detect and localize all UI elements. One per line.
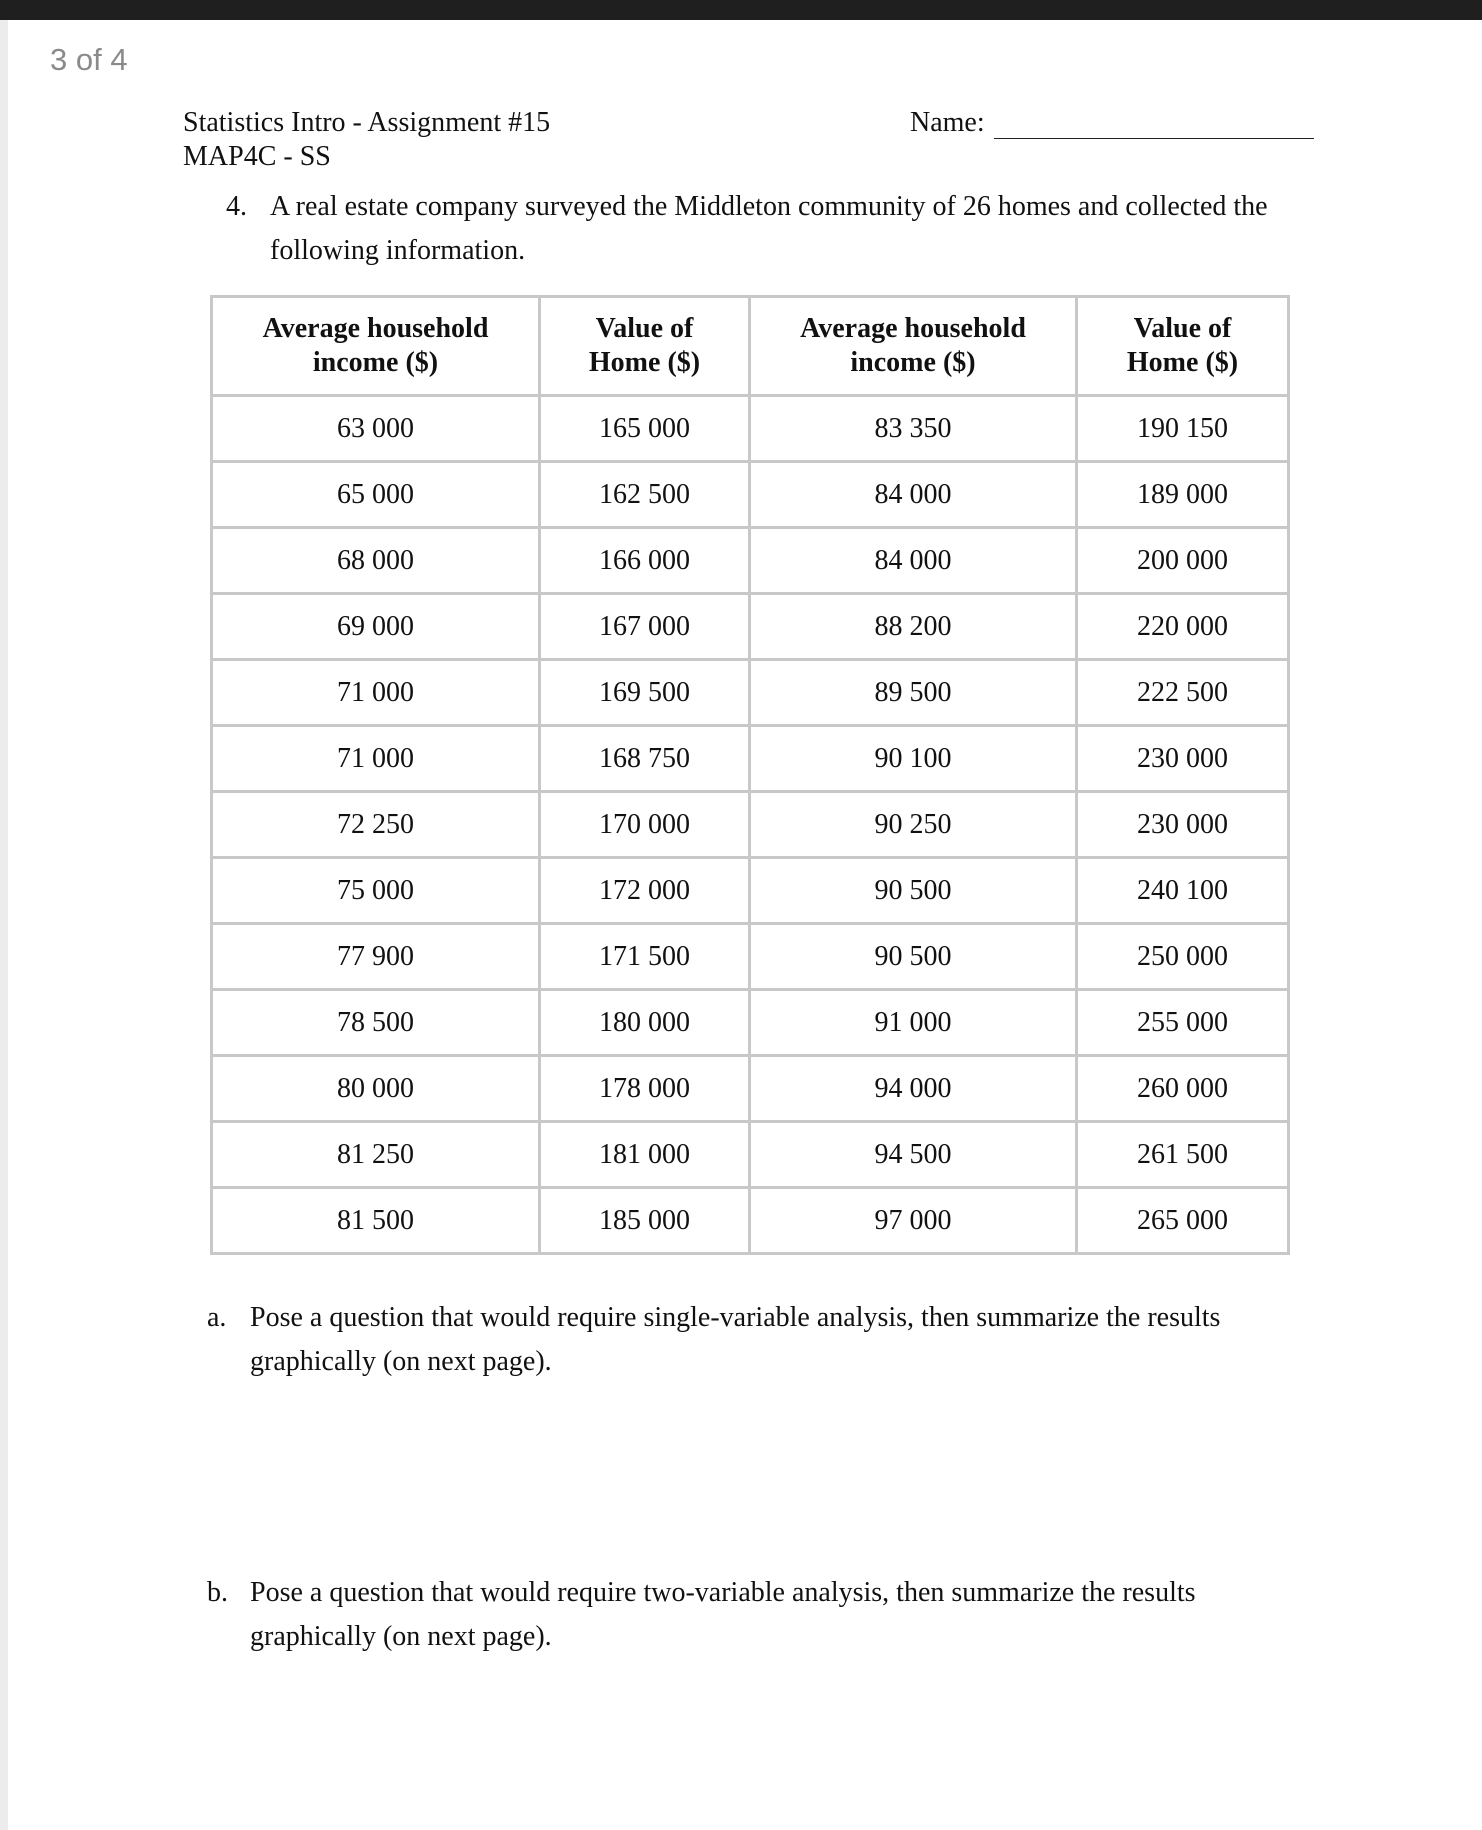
header-line: income ($) [850, 347, 976, 378]
viewer-left-edge [0, 20, 8, 1830]
table-cell: 84 000 [750, 528, 1077, 594]
table-row [212, 924, 1289, 990]
header-line: Average household [800, 313, 1026, 344]
table-cell: 90 500 [750, 858, 1077, 924]
table-cell: 200 000 [1077, 528, 1289, 594]
header-line: Average household [262, 313, 489, 344]
part-a-text: Pose a question that would require single-variable analysis, then summarize the results graphically (on next page). [250, 1302, 1221, 1377]
table-row [212, 792, 1289, 858]
table-cell: 71 000 [212, 660, 540, 726]
table-cell: 63 000 [212, 396, 540, 462]
table-cell: 185 000 [540, 1188, 750, 1254]
table-cell: 170 000 [540, 792, 750, 858]
table-row [212, 858, 1289, 924]
table-cell: 180 000 [540, 990, 750, 1056]
table-row [212, 1122, 1289, 1188]
table-cell: 84 000 [750, 462, 1077, 528]
table-cell: 165 000 [540, 396, 750, 462]
assignment-title: Statistics Intro - Assignment #15 [183, 107, 551, 138]
table-cell: 81 500 [212, 1188, 540, 1254]
table-cell: 166 000 [540, 528, 750, 594]
table-row [212, 726, 1289, 792]
table-cell: 90 500 [750, 924, 1077, 990]
table-cell: 162 500 [540, 462, 750, 528]
question-number: 4. [226, 191, 247, 222]
table-row [212, 462, 1289, 528]
table-cell: 91 000 [750, 990, 1077, 1056]
table-cell: 230 000 [1077, 792, 1289, 858]
table-cell: 94 000 [750, 1056, 1077, 1122]
table-cell: 222 500 [1077, 660, 1289, 726]
table-cell: 77 900 [212, 924, 540, 990]
table-row [212, 660, 1289, 726]
table-row [212, 1188, 1289, 1254]
table-cell: 80 000 [212, 1056, 540, 1122]
table-cell: 169 500 [540, 660, 750, 726]
table-cell: 250 000 [1077, 924, 1289, 990]
table-row [212, 594, 1289, 660]
question-text: A real estate company surveyed the Middleton community of 26 homes and collected the following information. [270, 191, 1268, 266]
page-indicator: 3 of 4 [50, 42, 128, 77]
table-cell: 261 500 [1077, 1122, 1289, 1188]
course-code: MAP4C - SS [183, 141, 331, 172]
table-cell: 75 000 [212, 858, 540, 924]
table-row [212, 396, 1289, 462]
header-line: income ($) [312, 347, 439, 378]
header-home-value-2 [1077, 297, 1289, 396]
table-cell: 190 150 [1077, 396, 1289, 462]
table-cell: 255 000 [1077, 990, 1289, 1056]
table-row [212, 990, 1289, 1056]
header-income-1 [212, 297, 540, 396]
table-cell: 240 100 [1077, 858, 1289, 924]
name-blank-line [994, 138, 1314, 139]
table-cell: 265 000 [1077, 1188, 1289, 1254]
table-body [212, 396, 1289, 1254]
part-a-letter: a. [207, 1302, 227, 1333]
table-cell: 97 000 [750, 1188, 1077, 1254]
table-cell: 90 100 [750, 726, 1077, 792]
table-cell: 72 250 [212, 792, 540, 858]
table-cell: 69 000 [212, 594, 540, 660]
table-row [212, 528, 1289, 594]
header-home-value-1 [540, 297, 750, 396]
table-cell: 90 250 [750, 792, 1077, 858]
table-cell: 65 000 [212, 462, 540, 528]
table-cell: 178 000 [540, 1056, 750, 1122]
table-cell: 171 500 [540, 924, 750, 990]
table-cell: 89 500 [750, 660, 1077, 726]
header-line: Value of [595, 313, 694, 344]
table-cell: 83 350 [750, 396, 1077, 462]
table-cell: 68 000 [212, 528, 540, 594]
table-cell: 230 000 [1077, 726, 1289, 792]
part-b-letter: b. [207, 1577, 228, 1608]
name-label: Name: [910, 107, 985, 138]
header-line: Home ($) [588, 347, 701, 378]
income-home-value-table [210, 295, 1290, 1255]
table-cell: 260 000 [1077, 1056, 1289, 1122]
table-cell: 167 000 [540, 594, 750, 660]
table-row [212, 1056, 1289, 1122]
header-income-2 [750, 297, 1077, 396]
table-cell: 181 000 [540, 1122, 750, 1188]
table-cell: 71 000 [212, 726, 540, 792]
table-cell: 168 750 [540, 726, 750, 792]
table-cell: 189 000 [1077, 462, 1289, 528]
table-header-row [212, 297, 1289, 396]
part-b-text: Pose a question that would require two-variable analysis, then summarize the results graphically (on next page). [250, 1577, 1196, 1652]
viewer-top-bar [0, 0, 1482, 20]
table-cell: 220 000 [1077, 594, 1289, 660]
table-cell: 81 250 [212, 1122, 540, 1188]
header-line: Home ($) [1126, 347, 1239, 378]
table-cell: 94 500 [750, 1122, 1077, 1188]
table-cell: 88 200 [750, 594, 1077, 660]
table-cell: 78 500 [212, 990, 540, 1056]
table-cell: 172 000 [540, 858, 750, 924]
header-line: Value of [1133, 313, 1232, 344]
